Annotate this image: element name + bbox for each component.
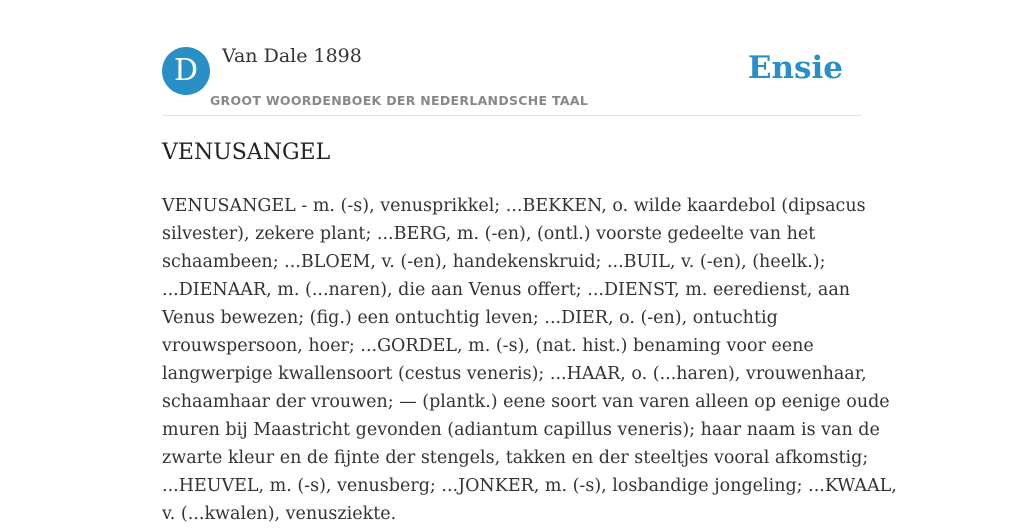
entry-definition — [162, 192, 897, 528]
definition-line: langwerpige kwallensoort (cestus veneris); ...HAAR, o. (...haren), vrouwenhaar, — [162, 364, 867, 384]
definition-line: schaambeen; ...BLOEM, v. (-en), handekenskruid; ...BUIL, v. (-en), (heelk.); — [162, 252, 826, 272]
definition-line: muren bij Maastricht gevonden (adiantum capillus veneris); haar naam is van de — [162, 420, 880, 440]
definition-line: VENUSANGEL - m. (-s), venusprikkel; ...BEKKEN, o. wilde kaardebol (dipsacus — [162, 196, 866, 216]
definition-line: v. (...kwalen), venusziekte. — [162, 504, 397, 524]
definition-line: ...DIENAAR, m. (...naren), die aan Venus offert; ...DIENST, m. eeredienst, aan — [162, 280, 851, 300]
ensie-brand-logo[interactable]: Ensie — [747, 50, 843, 86]
dictionary-logo-icon[interactable]: D — [162, 47, 210, 95]
source-subtitle: GROOT WOORDENBOEK DER NEDERLANDSCHE TAAL — [210, 93, 589, 108]
header-divider — [162, 115, 862, 116]
source-title[interactable]: Van Dale 1898 — [222, 45, 362, 67]
definition-line: Venus bewezen; (fig.) een ontuchtig leven; ...DIER, o. (-en), ontuchtig — [162, 308, 778, 328]
definition-line: ...HEUVEL, m. (-s), venusberg; ...JONKER, m. (-s), losbandige jongeling; ...KWAAL, — [162, 476, 897, 496]
definition-line: zwarte kleur en de fijnte der stengels, takken en der steeltjes vooral afkomstig; — [162, 448, 869, 468]
definition-line: vrouwspersoon, hoer; ...GORDEL, m. (-s), (nat. hist.) benaming voor eene — [162, 336, 814, 356]
definition-line: schaamhaar der vrouwen; — (plantk.) eene soort van varen alleen op eenige oude — [162, 392, 890, 412]
definition-line: silvester), zekere plant; ...BERG, m. (-en), (ontl.) voorste gedeelte van het — [162, 224, 816, 244]
entry-title: VENUSANGEL — [162, 140, 331, 165]
